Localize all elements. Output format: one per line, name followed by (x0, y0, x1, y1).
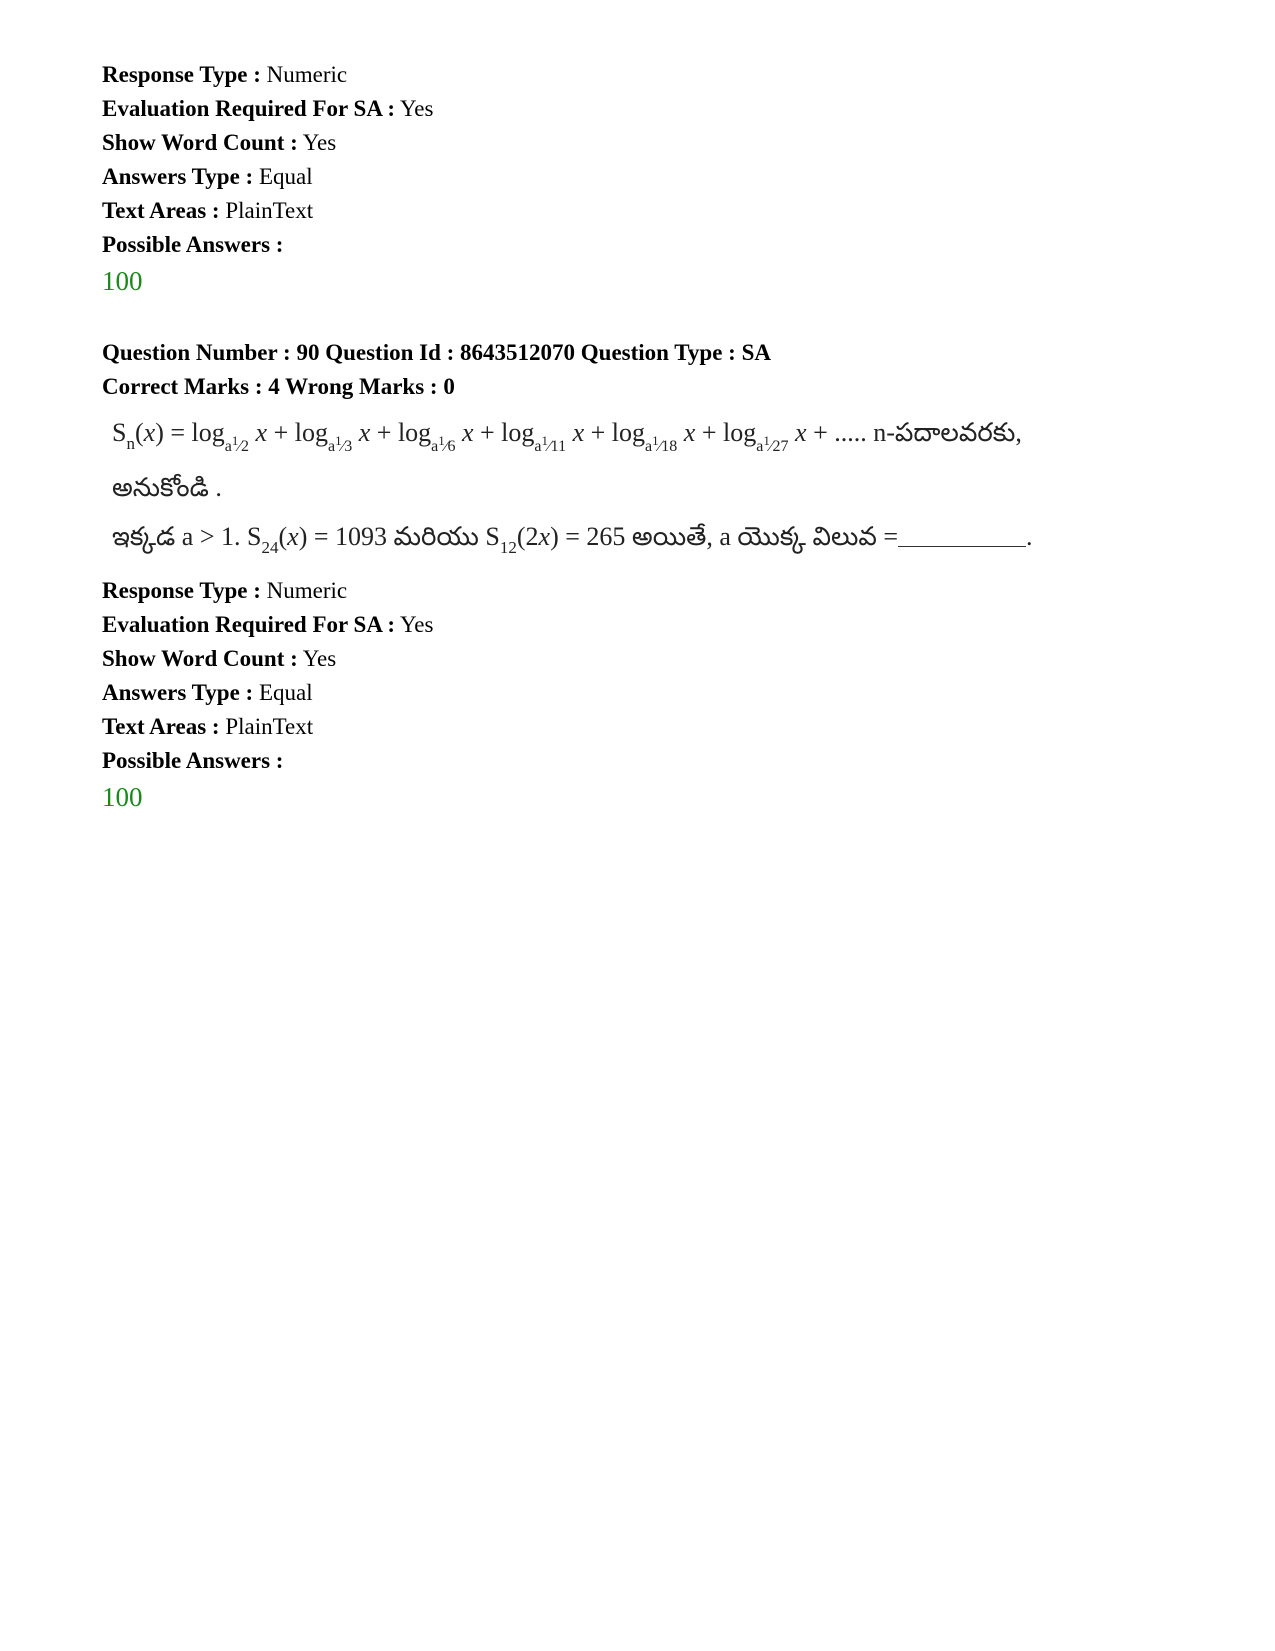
meta-possible-answers: Possible Answers : (102, 748, 284, 773)
formula-line-1: $S_n(x)$ = loga$^1$⁄2 x + loga$^1$⁄3 x + loga$^1$⁄6 x + loga$^1$⁄11 x + loga$^1$⁄18 x + loga$^1$⁄27 x + ..... n-పదాలవరకు, (112, 418, 1022, 455)
possible-answer-value: 100 (102, 782, 143, 812)
formula-line-2: అనుకోండి . (112, 473, 222, 502)
document-page (102, 58, 1202, 816)
meta-evaluation-required: Evaluation Required For SA : Yes (102, 612, 434, 637)
meta-answers-type: Answers Type : Equal (102, 680, 313, 705)
question-body (112, 410, 1182, 568)
meta-evaluation-required: Evaluation Required For SA : Yes (102, 96, 434, 121)
question-marks: Correct Marks : 4 Wrong Marks : 0 (102, 374, 455, 399)
answer-meta-block-2 (102, 574, 1202, 816)
condition-mid-text: = 1093 మరియు (313, 522, 479, 551)
meta-text-areas: Text Areas : PlainText (102, 198, 314, 223)
formula-tail-text: n-పదాలవరకు, (873, 418, 1022, 447)
meta-possible-answers: Possible Answers : (102, 232, 284, 257)
meta-response-type: Response Type : Numeric (102, 62, 348, 87)
possible-answer-value: 100 (102, 266, 143, 296)
meta-answers-type: Answers Type : Equal (102, 164, 313, 189)
question-header: Question Number : 90 Question Id : 8643512070 Question Type : SA (102, 340, 771, 365)
answer-blank (898, 522, 1026, 547)
question-block (102, 336, 1202, 568)
formula-line-3: ఇక్కడ a > 1. $S_{24}(x) = 1093$ మరియు $S_{12}(2x) = 265$ అయితే, a యొక్క విలువ = . (112, 522, 1033, 557)
meta-response-type: Response Type : Numeric (102, 578, 348, 603)
condition-end-text: = 265 అయితే, a యొక్క విలువ = (565, 522, 899, 551)
meta-show-word-count: Show Word Count : Yes (102, 130, 337, 155)
condition-text: ఇక్కడ a > 1. (112, 522, 241, 551)
answer-meta-block-1 (102, 58, 1202, 300)
meta-text-areas: Text Areas : PlainText (102, 714, 314, 739)
meta-show-word-count: Show Word Count : Yes (102, 646, 337, 671)
